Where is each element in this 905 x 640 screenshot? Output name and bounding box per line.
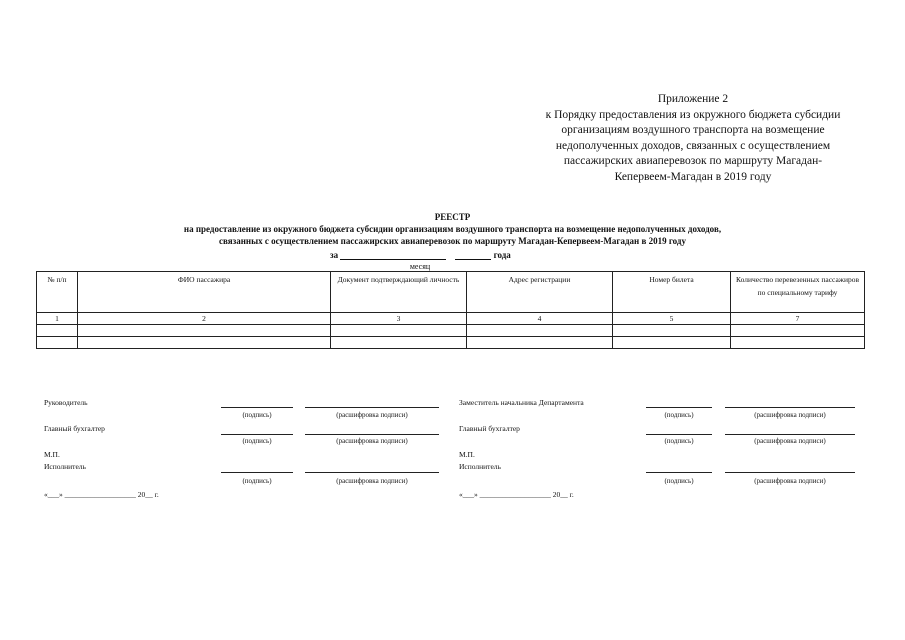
register-table xyxy=(36,271,865,349)
col-header-document: Документ подтверждающий личность xyxy=(331,272,467,313)
table-cell[interactable] xyxy=(78,325,331,337)
table-cell[interactable] xyxy=(331,337,467,349)
col-header-number: № п/п xyxy=(37,272,78,313)
table-cell[interactable] xyxy=(331,325,467,337)
table-cell[interactable] xyxy=(731,337,865,349)
accountant-sign-line-right[interactable] xyxy=(646,434,712,435)
year-blank xyxy=(455,250,491,260)
table-cell[interactable] xyxy=(37,325,78,337)
accountant-label-right: Главный бухгалтер xyxy=(459,424,520,433)
sign-caption: (подпись) xyxy=(242,411,272,419)
appendix-line: недополученных доходов, связанных с осуществлением xyxy=(555,139,831,152)
deputy-label: Заместитель начальника Департамента xyxy=(459,398,584,407)
table-number-row xyxy=(37,313,865,325)
sign-caption: (подпись) xyxy=(664,411,694,419)
period-line xyxy=(330,250,511,260)
decode-caption: (расшифровка подписи) xyxy=(754,437,826,445)
decode-caption: (расшифровка подписи) xyxy=(336,411,408,419)
executor-sign-line[interactable] xyxy=(221,472,293,473)
date-line[interactable]: «___» ___________________ 20__ г. xyxy=(44,490,159,499)
register-subtitle-2: связанных с осуществлением пассажирских авиаперевозок по маршруту Магадан-Кепервеем-Магадан в 2019 году xyxy=(219,236,686,246)
stamp-label-right: М.П. xyxy=(459,450,475,459)
table-cell[interactable] xyxy=(613,337,731,349)
goda-label: года xyxy=(493,250,511,260)
za-label: за xyxy=(330,250,339,260)
month-blank xyxy=(340,250,446,260)
table-cell[interactable] xyxy=(613,325,731,337)
table-cell: 5 xyxy=(613,313,731,325)
table-cell[interactable] xyxy=(731,325,865,337)
sign-caption: (подпись) xyxy=(242,477,272,485)
appendix-line: Кепервеем-Магадан в 2019 году xyxy=(614,170,772,183)
col-header-ticket: Номер билета xyxy=(613,272,731,313)
register-subtitle-1: на предоставление из окружного бюджета субсидии организациям воздушного транспорта на возмещение недополученных доходов, xyxy=(183,224,722,234)
table-cell: 1 xyxy=(37,313,78,325)
appendix-line: к Порядку предоставления из окружного бюджета субсидии xyxy=(545,108,841,121)
accountant-decode-line-right[interactable] xyxy=(725,434,855,435)
decode-caption: (расшифровка подписи) xyxy=(336,437,408,445)
table-cell: 7 xyxy=(731,313,865,325)
appendix-line: организациям воздушного транспорта на возмещение xyxy=(561,124,825,136)
accountant-sign-line[interactable] xyxy=(221,434,293,435)
table-row xyxy=(37,325,865,337)
appendix-line: пассажирских авиаперевозок по маршруту Магадан- xyxy=(563,155,823,167)
table-cell: 3 xyxy=(331,313,467,325)
head-decode-line[interactable] xyxy=(305,407,439,408)
deputy-sign-line[interactable] xyxy=(646,407,712,408)
sign-caption: (подпись) xyxy=(242,437,272,445)
accountant-decode-line[interactable] xyxy=(305,434,439,435)
table-cell[interactable] xyxy=(467,337,613,349)
month-caption: месяц xyxy=(409,262,431,271)
decode-caption: (расшифровка подписи) xyxy=(754,411,826,419)
decode-caption: (расшифровка подписи) xyxy=(336,477,408,485)
sign-caption: (подпись) xyxy=(664,437,694,445)
table-cell: 2 xyxy=(78,313,331,325)
register-heading: РЕЕСТР xyxy=(434,212,471,222)
executor-label: Исполнитель xyxy=(44,462,86,471)
appendix-line: Приложение 2 xyxy=(657,93,729,105)
deputy-decode-line[interactable] xyxy=(725,407,855,408)
decode-caption: (расшифровка подписи) xyxy=(754,477,826,485)
date-line-right[interactable]: «___» ___________________ 20__ г. xyxy=(459,490,574,499)
col-header-count: Количество перевезенных пассажиров по специальному тарифу xyxy=(731,272,865,313)
table-cell[interactable] xyxy=(37,337,78,349)
table-header-row xyxy=(37,272,865,313)
head-label: Руководитель xyxy=(44,398,88,407)
accountant-label: Главный бухгалтер xyxy=(44,424,105,433)
table-cell: 4 xyxy=(467,313,613,325)
table-cell[interactable] xyxy=(467,325,613,337)
executor-decode-line[interactable] xyxy=(305,472,439,473)
col-header-address: Адрес регистрации xyxy=(467,272,613,313)
table-cell[interactable] xyxy=(78,337,331,349)
stamp-label: М.П. xyxy=(44,450,60,459)
executor-label-right: Исполнитель xyxy=(459,462,501,471)
head-sign-line[interactable] xyxy=(221,407,293,408)
executor-sign-line-right[interactable] xyxy=(646,472,712,473)
sign-caption: (подпись) xyxy=(664,477,694,485)
table-row xyxy=(37,337,865,349)
appendix-block xyxy=(508,92,878,185)
executor-decode-line-right[interactable] xyxy=(725,472,855,473)
col-header-name: ФИО пассажира xyxy=(78,272,331,313)
register-title xyxy=(0,211,905,247)
